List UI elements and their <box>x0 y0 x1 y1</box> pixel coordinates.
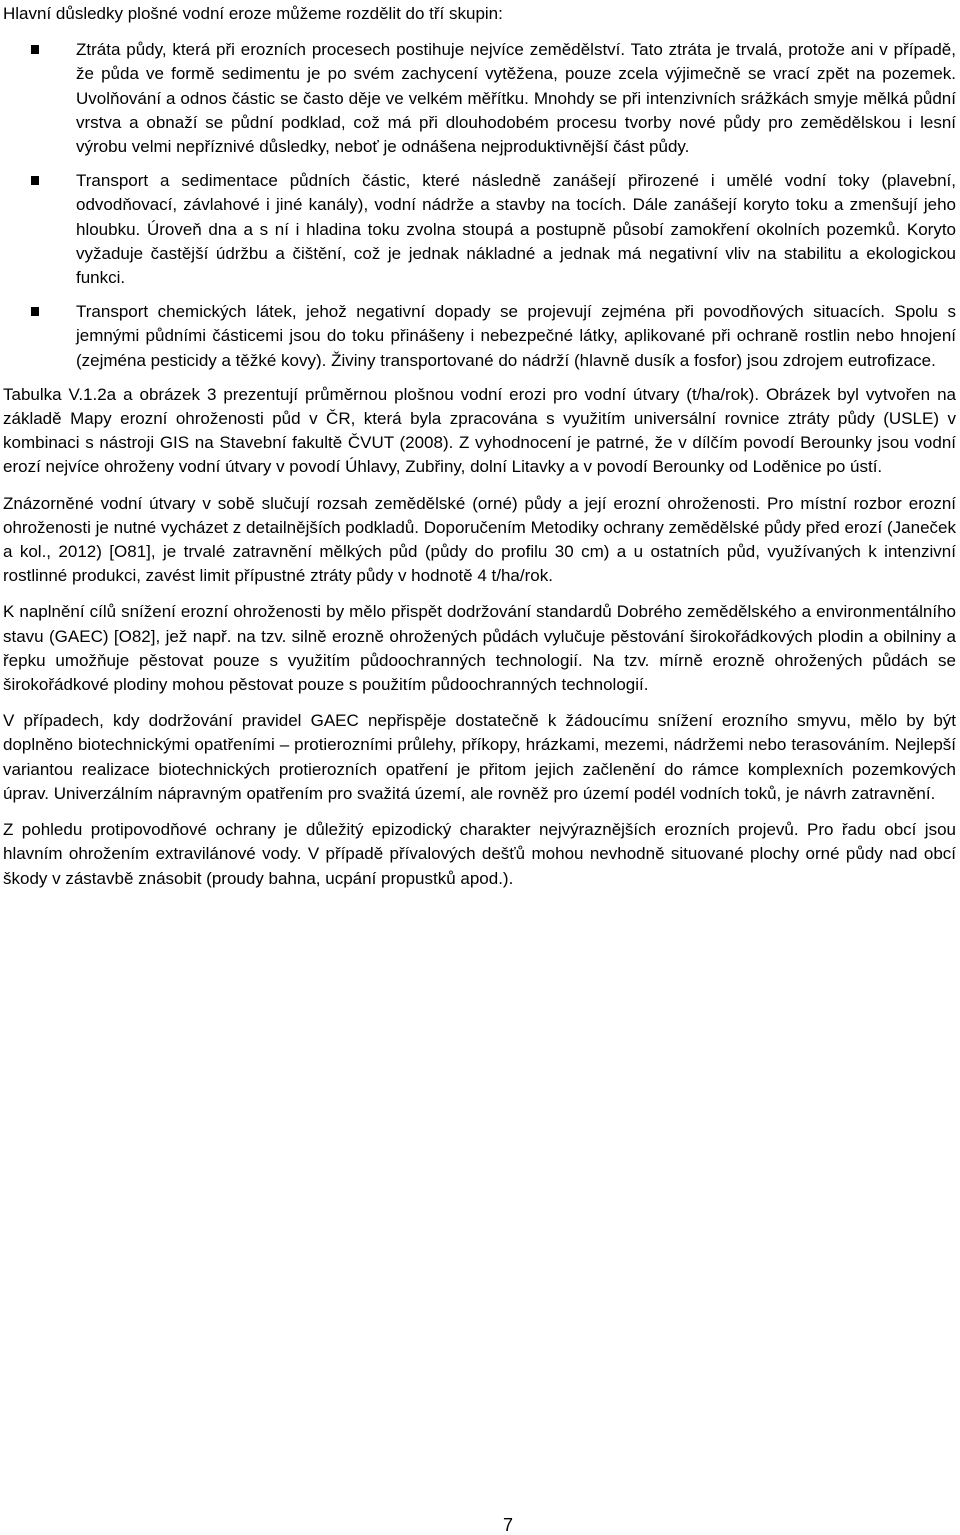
intro-heading: Hlavní důsledky plošné vodní eroze můžeme rozdělit do tří skupin: <box>3 4 503 23</box>
square-bullet-icon <box>31 307 39 316</box>
list-item-soil-loss <box>3 38 956 159</box>
paragraph-gaec-standards: K naplnění cílů snížení erozní ohroženosti by mělo přispět dodržování standardů Dobrého zemědělského a environmentálního stavu (GAEC) [O82], jež např. na tzv. silně erozně ohrožených půdách vylučuje pěstování širokořádkových plodin a obilniny a řepku umožňuje pěstovat pouze s využitím půdoochranných technologií. Na tzv. mírně erozně ohrožených půdách se širokořádkové plodiny mohou pěstovat pouze s použitím půdoochranných technologií. <box>3 602 956 695</box>
page-number: 7 <box>502 1515 513 1535</box>
paragraph-biotechnical-measures: V případech, kdy dodržování pravidel GAEC nepřispěje dostatečně k žádoucímu snížení erozního smyvu, mělo by být doplněno biotechnickými opatřeními – protierozními průlehy, příkopy, hrázkami, mezemi, nádržemi nebo terasováním. Nejlepší variantou realizace biotechnických protierozních opatření je přitom jejich začlenění do rámce komplexních pozemkových úprav. Univerzálním nápravným opatřením pro svažitá území, ale rovněž pro území podél vodních toků, je návrh zatravnění. <box>3 711 956 803</box>
list-item-text: Transport a sedimentace půdních částic, které následně zanášejí přirozené i umělé vodní toky (plavební, odvodňovací, závlahové i jiné kanály), vodní nádrže a stavby na tocích. Dále zanášejí koryto toku a zmenšují jeho hloubku. Úroveň dna a s ní i hladina toku zvolna stoupá a postupně působí zamokření okolních pozemků. Koryto vyžaduje častější údržbu a čištění, což je jednak nákladné a jednak má negativní vliv na stabilitu a ekologickou funkci. <box>76 171 956 288</box>
paragraph-local-analysis: Znázorněné vodní útvary v sobě slučují rozsah zemědělské (orné) půdy a její erozní ohroženosti. Pro místní rozbor erozní ohroženosti je nutné vycházet z detailnějších podkladů. Doporučením Metodiky ochrany zemědělské půdy před erozí (Janeček a kol., 2012) [O81], je trvalé zatravnění mělkých půd (půdy do profilu 30 cm) a u ostatních půd, využívaných k intenzivní rostlinné produkci, zavést limit přípustné ztráty půdy v hodnotě 4 t/ha/rok. <box>3 493 956 586</box>
list-item-text: Transport chemických látek, jehož negativní dopady se projevují zejména při povodňových situacích. Spolu s jemnými půdními částicemi jsou do toku přinášeny i nebezpečné látky, aplikované při ochraně rostlin nebo hnojení (zejména pesticidy a těžké kovy). Živiny transportované do nádrží (hlavně dusík a fosfor) jsou zdrojem eutrofizace. <box>76 302 956 370</box>
consequences-list <box>3 38 956 373</box>
list-item-text: Ztráta půdy, která při erozních procesech postihuje nejvíce zemědělství. Tato ztráta je trvalá, protože ani v případě, že půda ve formě sedimentu je po svém zachycení vytěžena, pouze zcela výjimečně se vrací zpět na pozemek. Uvolňování a odnos částic se často děje ve velkém měřítku. Mnohdy se při intenzivních srážkách smyje mělká půdní vrstva a obnaží se půdní podklad, což má při dlouhodobém procesu tvorby nové půdy pro zemědělskou i lesní výrobu velmi nepříznivé důsledky, neboť je odnášena nejproduktivnější část půdy. <box>76 40 956 157</box>
paragraph-erosion-map: Tabulka V.1.2a a obrázek 3 prezentují průměrnou plošnou vodní erozi pro vodní útvary (t/ha/rok). Obrázek byl vytvořen na základě Mapy erozní ohroženosti půd v ČR, která byla zpracována s využitím universální rovnice ztráty půdy (USLE) v kombinaci s nástroji GIS na Stavební fakultě ČVUT (2008). Z vyhodnocení je patrné, že v dílčím povodí Berounky jsou vodní erozí nejvíce ohroženy vodní útvary v povodí Úhlavy, Zubřiny, dolní Litavky a v povodí Berounky od Loděnice po ústí. <box>3 384 956 477</box>
list-item-sediment-transport <box>3 169 956 290</box>
paragraph-flood-protection: Z pohledu protipovodňové ochrany je důležitý epizodický charakter nejvýraznějších erozních projevů. Pro řadu obcí jsou hlavním ohrožením extravilánové vody. V případě přívalových dešťů mohou nevhodně situované plochy orné půdy nad obcí škody v zástavbě znásobit (proudy bahna, ucpání propustků apod.). <box>3 820 956 888</box>
list-item-chemical-transport <box>3 300 956 373</box>
square-bullet-icon <box>31 176 39 185</box>
square-bullet-icon <box>31 45 39 54</box>
document-body <box>3 2 956 903</box>
